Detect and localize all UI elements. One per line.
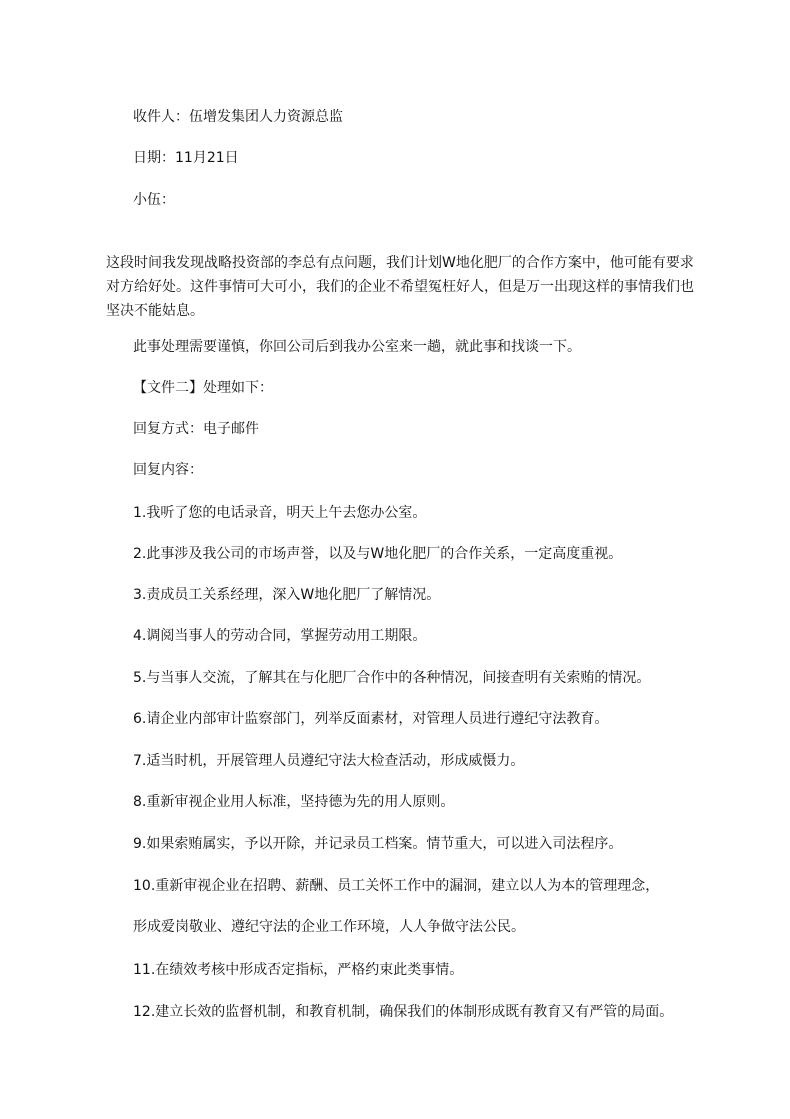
body-paragraph-2: 此事处理需要谨慎，你回公司后到我办公室来一趟，就此事和找谈一下。 bbox=[133, 339, 581, 355]
list-item: 11.在绩效考核中形成否定指标，严格约束此类事情。 bbox=[133, 962, 464, 978]
list-item: 9.如果索贿属实，予以开除，并记录员工档案。情节重大，可以进入司法程序。 bbox=[133, 836, 623, 852]
list-item: 6.请企业内部审计监察部门，列举反面素材，对管理人员进行遵纪守法教育。 bbox=[133, 711, 609, 727]
recipient-line: 收件人：伍增发集团人力资源总监 bbox=[133, 109, 343, 125]
list-item: 7.适当时机，开展管理人员遵纪守法大检查活动，形成威慑力。 bbox=[133, 753, 525, 769]
reply-method-line: 回复方式：电子邮件 bbox=[133, 421, 259, 437]
list-item-continuation: 形成爱岗敬业、遵纪守法的企业工作环境，人人争做守法公民。 bbox=[133, 919, 525, 935]
list-item: 8.重新审视企业用人标准，坚持德为先的用人原则。 bbox=[133, 794, 455, 810]
greeting-line: 小伍： bbox=[133, 192, 175, 208]
reply-content-label: 回复内容： bbox=[133, 462, 203, 478]
list-item: 3.责成员工关系经理，深入W地化肥厂了解情况。 bbox=[133, 587, 441, 603]
list-item: 4.调阅当事人的劳动合同，掌握劳动用工期限。 bbox=[133, 628, 427, 644]
list-item: 2.此事涉及我公司的市场声誉，以及与W地化肥厂的合作关系，一定高度重视。 bbox=[133, 546, 623, 562]
list-item: 1.我听了您的电话录音，明天上午去您办公室。 bbox=[133, 505, 427, 521]
file-two-heading: 【文件二】处理如下： bbox=[133, 380, 273, 396]
date-line: 日期：11月21日 bbox=[133, 150, 239, 166]
list-item: 5.与当事人交流，了解其在与化肥厂合作中的各种情况，间接查明有关索贿的情况。 bbox=[133, 670, 651, 686]
body-paragraph-1: 这段时间我发现战略投资部的李总有点问题，我们计划W地化肥厂的合作方案中，他可能有要求对方给好处。这件事情可大可小，我们的企业不希望冤枉好人，但是万一出现这样的事情我们也坚决不能姑息。 bbox=[106, 255, 694, 319]
list-item: 10.重新审视企业在招聘、薪酬、员工关怀工作中的漏洞，建立以人为本的管理理念， bbox=[133, 878, 660, 894]
list-item: 12.建立长效的监督机制，和教育机制，确保我们的体制形成既有教育又有严管的局面。 bbox=[133, 1004, 674, 1020]
